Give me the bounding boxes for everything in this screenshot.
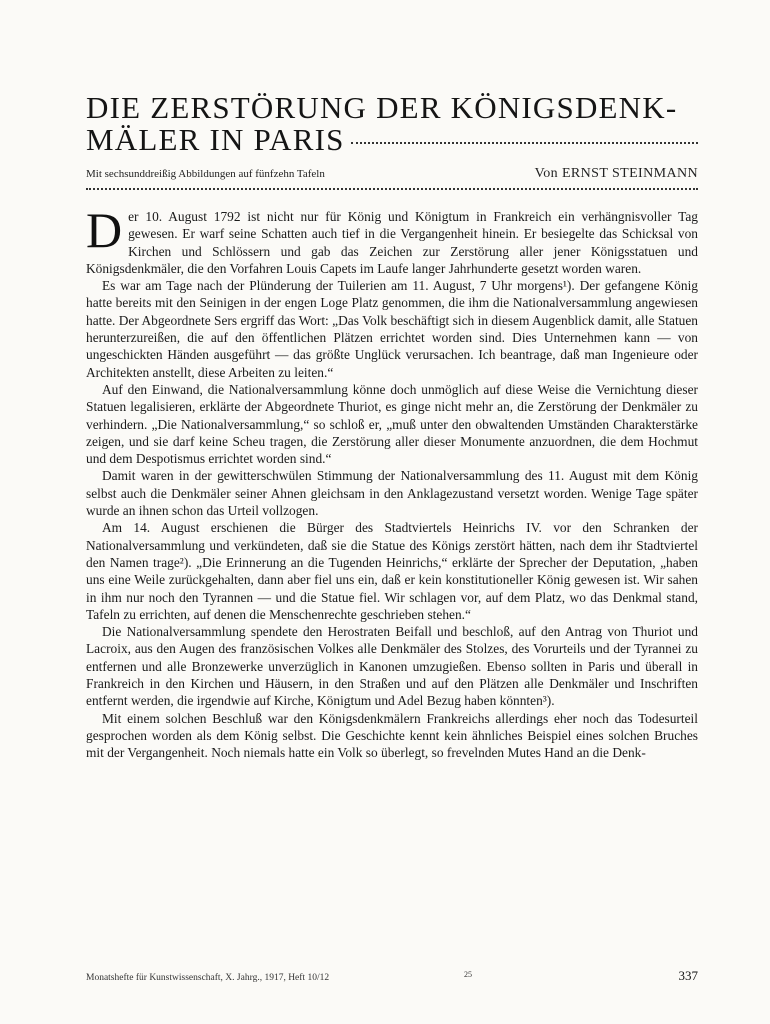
title-line-2 xyxy=(86,124,698,156)
drop-cap: D xyxy=(86,202,123,258)
paragraph xyxy=(86,202,698,277)
page-number: 337 xyxy=(678,968,698,983)
page-footer xyxy=(86,968,698,984)
paragraph: Mit einem solchen Beschluß war den Königsdenkmälern Frankreichs allerdings eher noch das Todesurteil gesprochen worden als dem König selbst. Die Geschichte kennt kein ähnliches Beispiel eines solchen Bruches mit der Vergangenheit. Noch niemals hatte ein Volk so überlegt, so frevelnden Mutes Hand an die Denk- xyxy=(86,710,698,761)
paragraph-text: er 10. August 1792 ist nicht nur für König und Königtum in Frankreich ein verhängnisvoller Tag gewesen. Er warf seine Schatten auch tief in die Vergangenheit hinein. Er besiegelte das Schicksal von Kirchen und Schlössern und gab das Zeichen zur Zerstörung aller jener Königsstatuen und Königsdenkmäler, die den Vorfahren Louis Capets im Laufe langer Jahrhunderte gesetzt worden waren. xyxy=(86,209,698,276)
byline xyxy=(86,166,698,182)
paragraph: Am 14. August erschienen die Bürger des Stadtviertels Heinrichs IV. vor den Schranken der Nationalversammlung und verkündeten, daß sie die Statue des Königs zerstört hätten, nach dem ihr Stadtviertel den Namen trage²). „Die Erinnerung an die Tugenden Heinrichs,“ erklärte der Sprecher der Deputation, „haben uns eine Weile zurückgehalten, dann aber fiel uns ein, daß er kein konstitutioneller König gewesen ist. Wir sahen in ihm nur noch den Tyrannen — und die Statue fiel. Wir schlagen vor, auf dem Platz, wo das Denkmal stand, Tafeln zu errichten, auf denen die Menschenrechte geschrieben stehen.“ xyxy=(86,520,698,622)
article xyxy=(86,92,698,762)
paragraph: Damit waren in der gewitterschwülen Stimmung der Nationalversammlung des 11. August mit dem König selbst auch die Denkmäler seiner Ahnen gleichsam in den Anklagezustand versetzt worden. Wenige Tage später wurde an ihnen schon das Urteil vollzogen. xyxy=(86,468,698,519)
paragraph: Es war am Tage nach der Plünderung der Tuilerien am 11. August, 7 Uhr morgens¹). Der gefangene König hatte bereits mit den Seinigen in der engen Loge Platz genommen, die ihm die Nationalversammlung angewiesen hatte. Der Abgeordnete Sers ergriff das Wort: „Das Volk beschäftigt sich in diesem Augenblick damit, alle Statuen herunterzureißen, die auf den öffentlichen Plätzen errichtet worden sind. Dies Unternehmen kann — von ungeschickten Händen ausgeführt — das größte Unglück verursachen. Ich beantrage, daß man Ingenieure oder Architekten anstellt, diese Arbeiten zu leiten.“ xyxy=(86,278,698,380)
article-body xyxy=(86,202,698,762)
paragraph: Auf den Einwand, die Nationalversammlung könne doch unmöglich auf diese Weise die Vernichtung dieser Statuen legalisieren, erklärte der Abgeordnete Thuriot, es ginge nicht mehr an, die Zerstörung der Denkmäler zu verhindern. „Die Nationalversammlung,“ so schloß er, „muß unter den obwaltenden Umständen Charakterstärke zeigen, und sie darf keine Scheu tragen, die Zerstörung aller dieser Monumente anzuordnen, die dem Hochmut und dem Despotismus errichtet worden sind.“ xyxy=(86,381,698,467)
journal-reference: Monatshefte für Kunstwissenschaft, X. Jahrg., 1917, Heft 10/12 xyxy=(86,973,330,983)
subtitle: Mit sechsunddreißig Abbildungen auf fünfzehn Tafeln xyxy=(86,168,325,180)
title-line-1: DIE ZERSTÖRUNG DER KÖNIGSDENK- xyxy=(86,90,678,125)
title-dotted-leader xyxy=(351,142,698,144)
signature-mark: 25 xyxy=(464,970,472,979)
title-line-2-text: MÄLER IN PARIS xyxy=(86,122,345,157)
author: Von ERNST STEINMANN xyxy=(534,166,698,181)
article-title xyxy=(86,92,698,156)
dotted-rule xyxy=(86,188,698,190)
paragraph: Die Nationalversammlung spendete den Herostraten Beifall und beschloß, auf den Antrag von Thuriot und Lacroix, aus den Augen des französischen Volkes alle Denkmäler des Stolzes, des Vorurteils und der Tyrannei zu entfernen und alle Bronzewerke unverzüglich in Kanonen umzugießen. Ebenso sollten in Paris und überall in Frankreich in den Kirchen und Häusern, in den Straßen und auf den Plätzen alle Denkmäler und Inschriften entfernt werden, die irgendwie auf Kirche, Königtum und Adel Bezug haben könnten³). xyxy=(86,624,698,709)
